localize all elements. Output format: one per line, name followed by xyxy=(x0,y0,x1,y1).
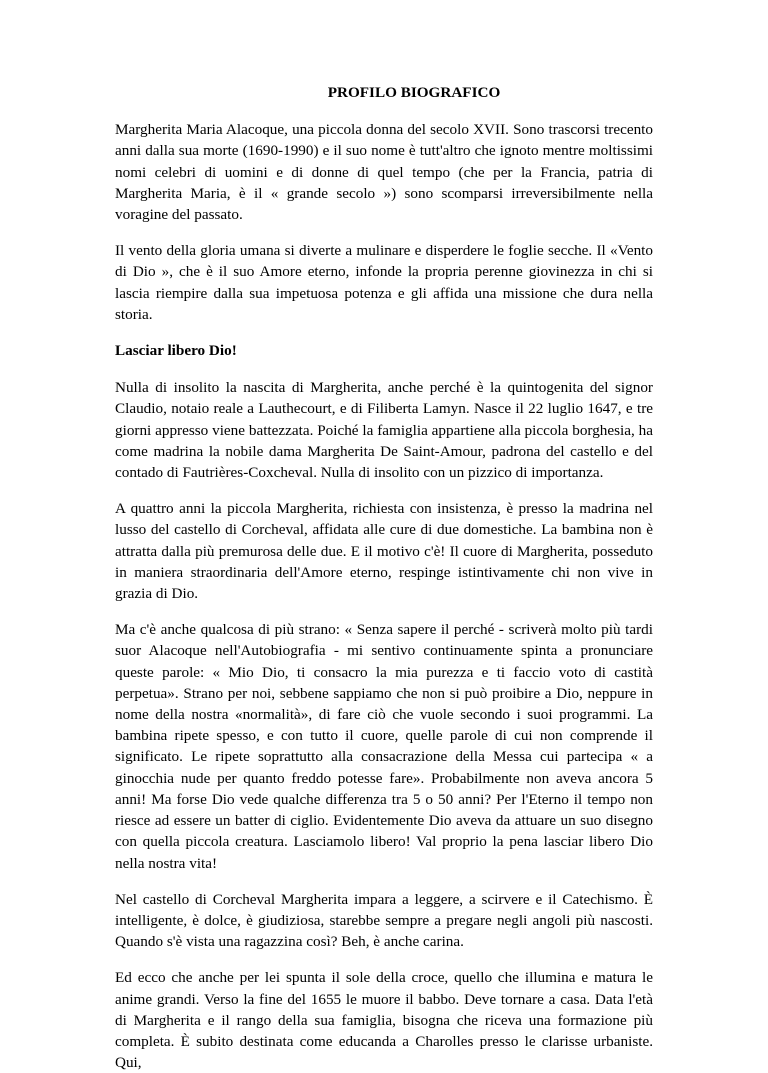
document-title: PROFILO BIOGRAFICO xyxy=(327,84,501,101)
section-paragraph-2: A quattro anni la piccola Margherita, richiesta con insistenza, è presso la madrina nel lusso del castello di Corcheval, affidata alle cure di due domestiche. La bambina non è attratta dalla più premurosa delle due. E il motivo c'è! Il cuore di Margherita, posseduto in maniera straordinaria dell'Amore eterno, respinge istintivamente chi non vive in grazia di Dio. xyxy=(115,500,653,603)
section-paragraph-4: Nel castello di Corcheval Margherita impara a leggere, a scirvere e il Catechismo. È intelligente, è dolce, è giudiziosa, starebbe sempre a pregare negli angoli più nascosti. Quando s'è vista una ragazzina così? Beh, è anche carina. xyxy=(115,890,653,951)
intro-paragraph-1: Margherita Maria Alacoque, una piccola donna del secolo XVII. Sono trascorsi trecento anni dalla sua morte (1690-1990) e il suo nome è tutt'altro che ignoto mentre moltissimi nomi celebri di uomini e di donne di quel tempo (che per la Francia, patria di Margherita Maria, è il « grande secolo ») sono scomparsi irreversibilmente nella voragine del passato. xyxy=(115,121,653,224)
document-page xyxy=(115,82,653,1073)
intro-paragraph-2: Il vento della gloria umana si diverte a mulinare e disperdere le foglie secche. Il «Vento di Dio », che è il suo Amore eterno, infonde la propria perenne giovinezza in chi si lascia riempire dalla sua impetuosa potenza e gli affida una missione che dura nella storia. xyxy=(115,242,653,323)
section-paragraph-1: Nulla di insolito la nascita di Margherita, anche perché è la quintogenita del signor Claudio, notaio reale a Lauthecourt, e di Filiberta Lamyn. Nasce il 22 luglio 1647, e tre giorni appresso viene battezzata. Poiché la famiglia appartiene alla piccola borghesia, ha come madrina la nobile dama Margherita De Saint-Amour, padrona del castello e del contado di Fautrières-Coxcheval. Nulla di insolito con un pizzico di importanza. xyxy=(115,379,653,482)
section-paragraph-3: Ma c'è anche qualcosa di più strano: « Senza sapere il perché - scriverà molto più tardi suor Alacoque nell'Autobiografia - mi sentivo continuamente spinta a pronunciare queste parole: « Mio Dio, ti consacro la mia purezza e ti faccio voto di castità perpetua». Strano per noi, sebbene sappiamo che non si può proibire a Dio, neppure in nome della nostra «normalità», di fare ciò che vuole secondo i suoi programmi. La bambina ripete spesso, e con tutto il cuore, quelle parole di cui non comprende il significato. Le ripete soprattutto alla consacrazione della Messa cui partecipa « a ginocchia nude per quanto freddo potesse fare». Probabilmente non aveva ancora 5 anni! Ma forse Dio vede qualche differenza tra 5 o 50 anni? Per l'Eterno il tempo non riesce ad essere un batter di ciglio. Evidentemente Dio aveva da attuare un suo disegno con quella piccola creatura. Lasciamolo libero! Val proprio la pena lasciar libero Dio nella nostra vita! xyxy=(115,621,653,872)
section-paragraph-5: Ed ecco che anche per lei spunta il sole della croce, quello che illumina e matura le anime grandi. Verso la fine del 1655 le muore il babbo. Deve tornare a casa. Data l'età di Margherita e il rango della sua famiglia, bisogna che riceva una formazione più completa. È subito destinata come educanda a Charolles presso le clarisse urbaniste. Qui, xyxy=(115,969,653,1072)
section-heading: Lasciar libero Dio! xyxy=(115,342,237,360)
